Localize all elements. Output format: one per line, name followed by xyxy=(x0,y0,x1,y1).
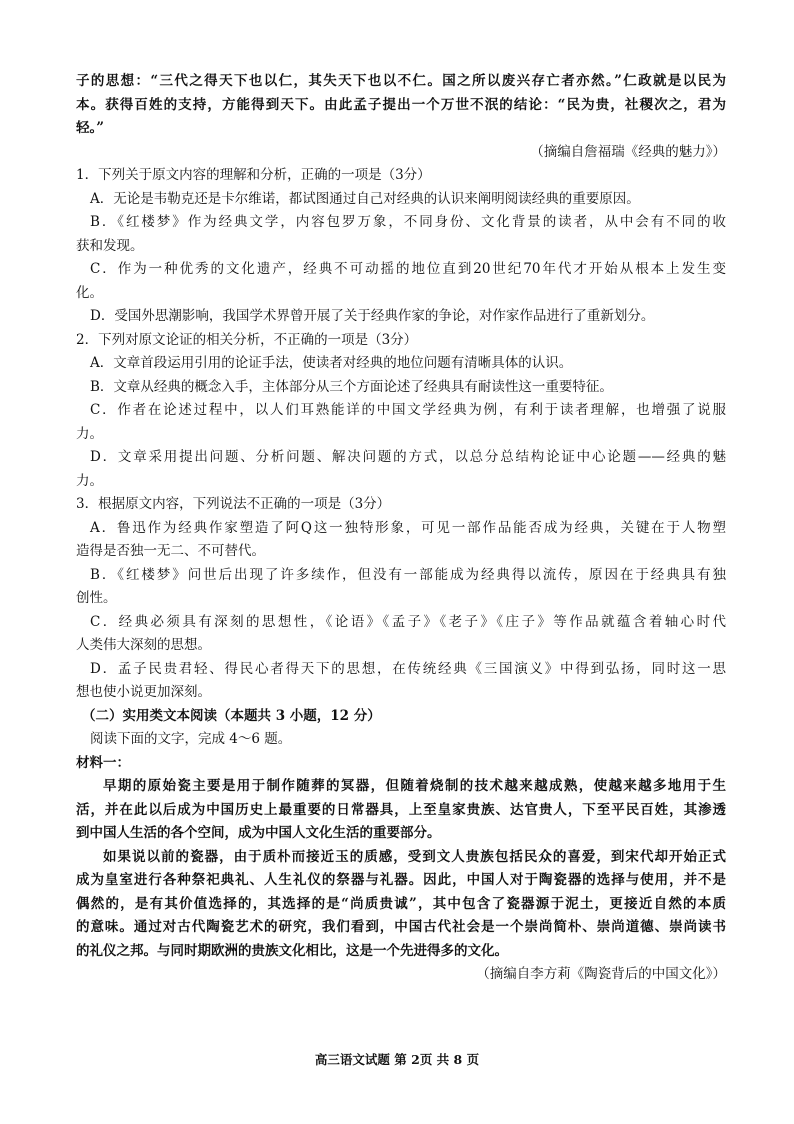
text-line: 轻。” xyxy=(76,120,105,136)
material-paragraph xyxy=(76,775,726,846)
option-c: C．作者在论述过程中，以人们耳熟能详的中国文学经典为例，有利于读者理解，也增强了说服 xyxy=(90,402,726,418)
option-c-continued: 人类伟大深刻的思想。 xyxy=(76,637,211,653)
option-a-continued: 造得是否独一无二、不可替代。 xyxy=(76,543,265,559)
option-d: D．受国外思潮影响，我国学术界曾开展了关于经典作家的争论，对作家作品进行了重新划分。 xyxy=(90,308,655,324)
option-b: B．文章从经典的概念入手，主体部分从三个方面论述了经典具有耐读性这一重要特征。 xyxy=(90,378,613,395)
question-stem: 1．下列关于原文内容的理解和分析，正确的一项是（3分） xyxy=(76,167,431,183)
text-line: 子的思想：“三代之得天下也以仁，其失天下也以不仁。国之所以废兴存亡者亦然。”仁政就是以民为 xyxy=(76,73,726,89)
option-a: A．文章首段运用引用的论证手法，使读者对经典的地位问题有清晰具体的认识。 xyxy=(90,355,573,371)
text-line: 活，并在此以后成为中国历史上最重要的日常器具，上至皇家贵族、达官贵人，下至平民百姓，其渗透 xyxy=(76,801,726,818)
material-label: 材料一： xyxy=(76,754,130,771)
option-d: D．孟子民贵君轻、得民心者得天下的思想，在传统经典《三国演义》中得到弘扬，同时这一思 xyxy=(90,660,726,677)
question-2 xyxy=(76,329,726,494)
question-3 xyxy=(76,493,726,705)
option-d-continued: 想也使小说更加深刻。 xyxy=(76,684,211,700)
option-b-continued: 创性。 xyxy=(76,590,117,606)
option-b: B．《红楼梦》问世后出现了许多续作，但没有一部能成为经典得以流传，原因在于经典具有独 xyxy=(90,566,726,583)
text-line: 早期的原始瓷主要是用于制作随葬的冥器，但随着烧制的技术越来越成熟，使越来越多地用于生 xyxy=(103,778,726,794)
material-paragraph xyxy=(76,846,726,964)
option-b: B．《红楼梦》作为经典文学，内容包罗万象，不同身份、文化背景的读者，从中会有不同的收 xyxy=(90,214,726,230)
section-practical-reading xyxy=(76,705,726,987)
option-c: C．经典必须具有深刻的思想性，《论语》《孟子》《老子》《庄子》等作品就蕴含着轴心时代 xyxy=(90,613,726,630)
text-line: 到中国人生活的各个空间，成为中国人文化生活的重要部分。 xyxy=(76,825,441,841)
text-line: 的礼仪之邦。与同时期欧洲的贵族文化相比，这是一个先进得多的文化。 xyxy=(76,942,508,959)
section-title: （二）实用类文本阅读（本题共 3 小题，12 分） xyxy=(82,707,381,724)
intro-paragraph xyxy=(76,70,726,164)
option-c-continued: 化。 xyxy=(76,284,103,301)
option-a: A．鲁迅作为经典作家塑造了阿Q这一独特形象，可见一部作品能否成为经典，关键在于人物塑 xyxy=(90,519,726,536)
option-d-continued: 力。 xyxy=(76,472,103,489)
text-line: 如果说以前的瓷器，由于质朴而接近玉的质感，受到文人贵族包括民众的喜爱，到宋代却开始正式 xyxy=(103,848,726,865)
option-d: D．文章采用提出问题、分析问题、解决问题的方式，以总分总结构论证中心论题——经典的魅 xyxy=(90,449,726,465)
page-content xyxy=(76,70,726,987)
text-line: 成为皇室进行各种祭祀典礼、人生礼仪的祭器与礼器。因此，中国人对于陶瓷器的选择与使用，并不是 xyxy=(76,872,726,888)
section-instruction: 阅读下面的文字，完成 4～6 题。 xyxy=(90,731,292,747)
text-line: 的意味。通过对古代陶瓷艺术的研究，我们看到，中国古代社会是一个崇尚简朴、崇尚道德、崇尚读书 xyxy=(76,919,726,935)
option-c-continued: 力。 xyxy=(76,425,103,442)
question-stem: 2．下列对原文论证的相关分析，不正确的一项是（3分） xyxy=(76,331,418,348)
option-a: A．无论是韦勒克还是卡尔维诺，都试图通过自己对经典的认识来阐明阅读经典的重要原因。 xyxy=(90,190,640,207)
question-stem: 3．根据原文内容，下列说法不正确的一项是（3分） xyxy=(76,496,391,512)
source-citation: （摘编自詹福瑞《经典的魅力》） xyxy=(530,143,726,160)
source-citation: （摘编自李方莉《陶瓷背后的中国文化》） xyxy=(476,966,726,982)
text-line: 本。获得百姓的支持，方能得到天下。由此孟子提出一个万世不泯的结论：“民为贵，社稷次之，君为 xyxy=(76,96,726,113)
question-1 xyxy=(76,164,726,329)
option-c: C．作为一种优秀的文化遗产，经典不可动摇的地位直到20世纪70年代才开始从根本上发生变 xyxy=(90,261,726,277)
option-b-continued: 获和发现。 xyxy=(76,237,144,254)
page-footer: 高三语文试题 第 2页 共 8 页 xyxy=(314,1052,480,1067)
text-line: 偶然的，是有其价值选择的，其选择的是“尚质贵诚”，其中包含了瓷器源于泥土，更接近自然的本质 xyxy=(76,895,726,912)
